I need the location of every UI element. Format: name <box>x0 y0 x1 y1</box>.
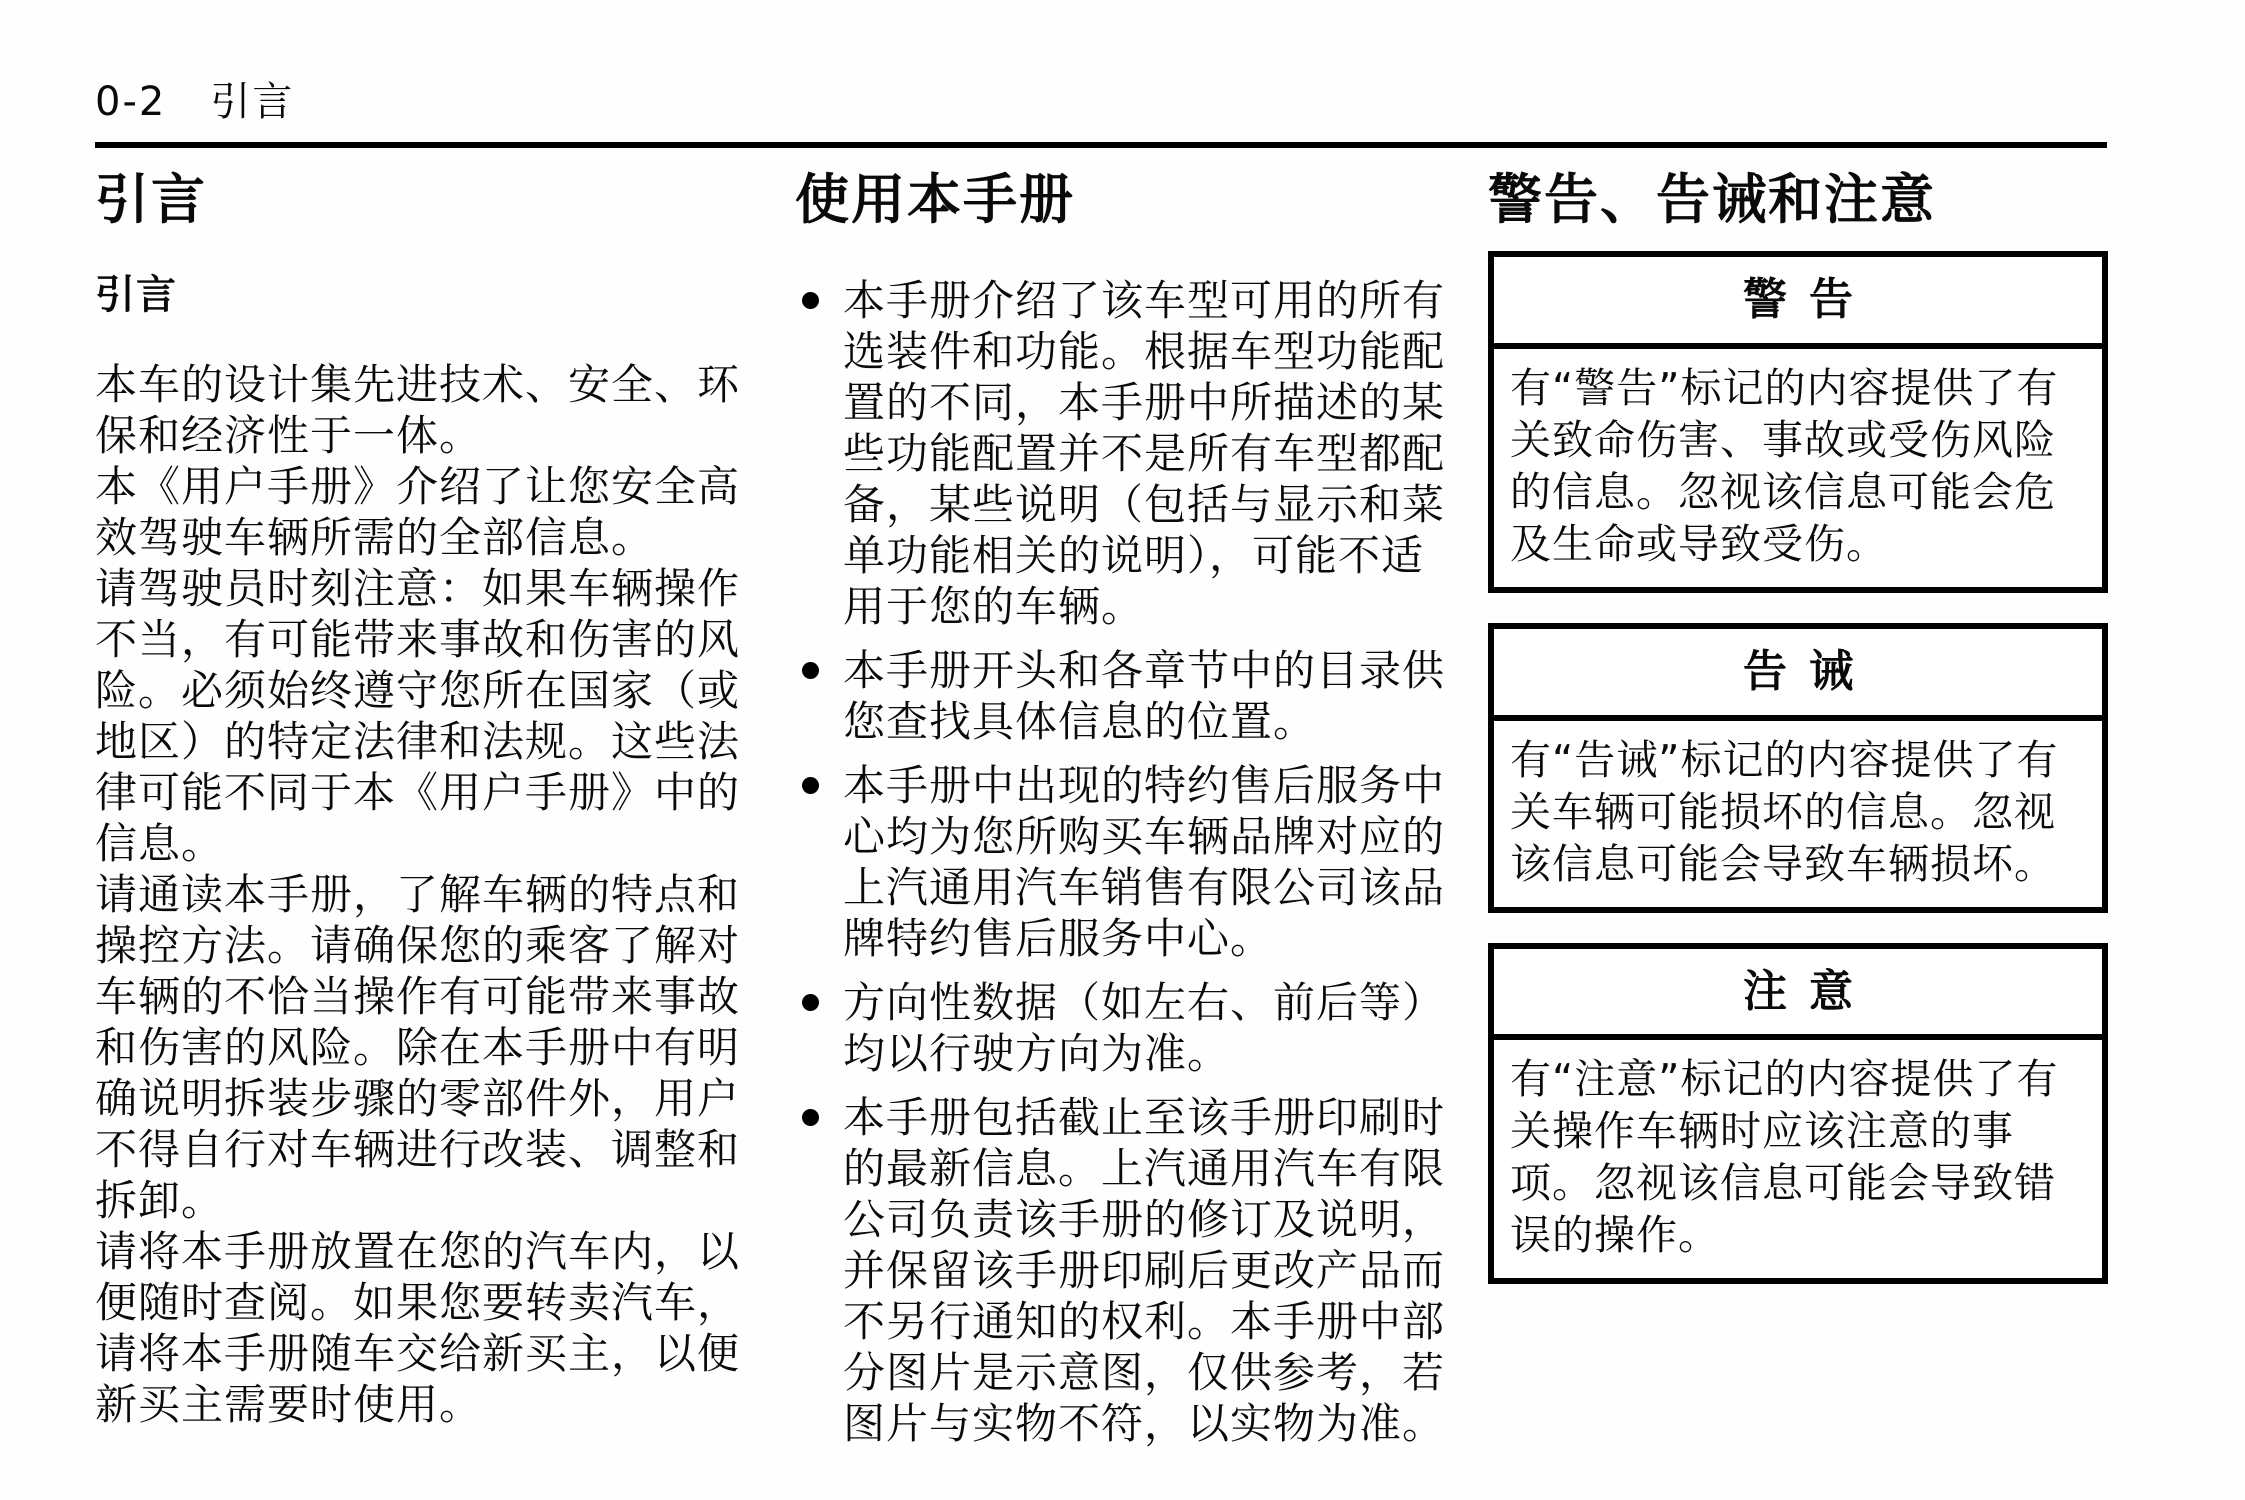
page-number: 0-2 <box>95 79 167 125</box>
warning-box <box>1488 251 2108 593</box>
introduction-body <box>95 359 745 1430</box>
warning-box-body: 有“警告”标记的内容提供了有关致命伤害、事故或受伤风险的信息。忽视该信息可能会危及生命或导致受伤。 <box>1510 363 2059 568</box>
list-item <box>795 760 1453 964</box>
paragraph: 请将本手册放置在您的汽车内，以便随时查阅。如果您要转卖汽车，请将本手册随车交给新买主，以便新买主需要时使用。 <box>95 1227 741 1430</box>
list-item <box>795 645 1453 747</box>
bullet-icon <box>802 994 819 1011</box>
list-item <box>795 977 1453 1079</box>
paragraph: 请通读本手册，了解车辆的特点和操控方法。请确保您的乘客了解对车辆的不恰当操作有可能带来事故和伤害的风险。除在本手册中有明确说明拆装步骤的零部件外，用户不得自行对车辆进行改装、调整和拆卸。 <box>95 870 741 1226</box>
running-header-section: 引言 <box>210 79 295 125</box>
list-item-text: 本手册包括截止至该手册印刷时的最新信息。上汽通用汽车有限公司负责该手册的修订及说明，并保留该手册印刷后更改产品而不另行通知的权利。本手册中部分图片是示意图，仅供参考，若图片与实物不符，以实物为准。 <box>843 1093 1446 1449</box>
bullet-icon <box>802 777 819 794</box>
section-title-using-this-manual: 使用本手册 <box>795 168 1075 231</box>
bullet-icon <box>802 1109 819 1126</box>
warning-box-header: 警告 <box>1494 257 2102 349</box>
list-item <box>795 1092 1453 1449</box>
list-item-text: 方向性数据（如左右、前后等）均以行驶方向为准。 <box>843 978 1446 1079</box>
note-box-header: 注意 <box>1494 949 2102 1041</box>
note-box <box>1488 943 2108 1285</box>
header-rule-divider <box>95 142 2107 148</box>
paragraph: 本《用户手册》介绍了让您安全高效驾驶车辆所需的全部信息。 <box>95 462 741 563</box>
section-title-introduction: 引言 <box>95 168 207 231</box>
list-item <box>795 275 1453 632</box>
bullet-icon <box>802 662 819 679</box>
note-box-body: 有“注意”标记的内容提供了有关操作车辆时应该注意的事项。忽视该信息可能会导致错误的操作。 <box>1510 1055 2059 1260</box>
caution-box-header: 告诫 <box>1494 629 2102 721</box>
paragraph: 本车的设计集先进技术、安全、环保和经济性于一体。 <box>95 360 741 461</box>
caution-box <box>1488 623 2108 913</box>
running-header <box>95 80 294 124</box>
column-warnings-cautions-notes <box>1488 168 2108 1284</box>
column-introduction <box>95 168 745 1430</box>
subsection-title-introduction: 引言 <box>95 272 177 319</box>
section-title-warnings: 警告、告诫和注意 <box>1488 168 1936 231</box>
list-item-text: 本手册中出现的特约售后服务中心均为您所购买车辆品牌对应的上汽通用汽车销售有限公司该品牌特约售后服务中心。 <box>843 761 1446 964</box>
manual-usage-list <box>795 275 1453 1449</box>
list-item-text: 本手册介绍了该车型可用的所有选装件和功能。根据车型功能配置的不同，本手册中所描述的某些功能配置并不是所有车型都配备，某些说明（包括与显示和菜单功能相关的说明），可能不适用于您的车辆。 <box>843 276 1446 632</box>
paragraph: 请驾驶员时刻注意：如果车辆操作不当，有可能带来事故和伤害的风险。必须始终遵守您所在国家（或地区）的特定法律和法规。这些法律可能不同于本《用户手册》中的信息。 <box>95 564 741 869</box>
caution-box-body: 有“告诫”标记的内容提供了有关车辆可能损坏的信息。忽视该信息可能会导致车辆损坏。 <box>1510 735 2059 888</box>
bullet-icon <box>802 292 819 309</box>
column-using-this-manual <box>795 168 1453 1462</box>
list-item-text: 本手册开头和各章节中的目录供您查找具体信息的位置。 <box>843 646 1446 747</box>
